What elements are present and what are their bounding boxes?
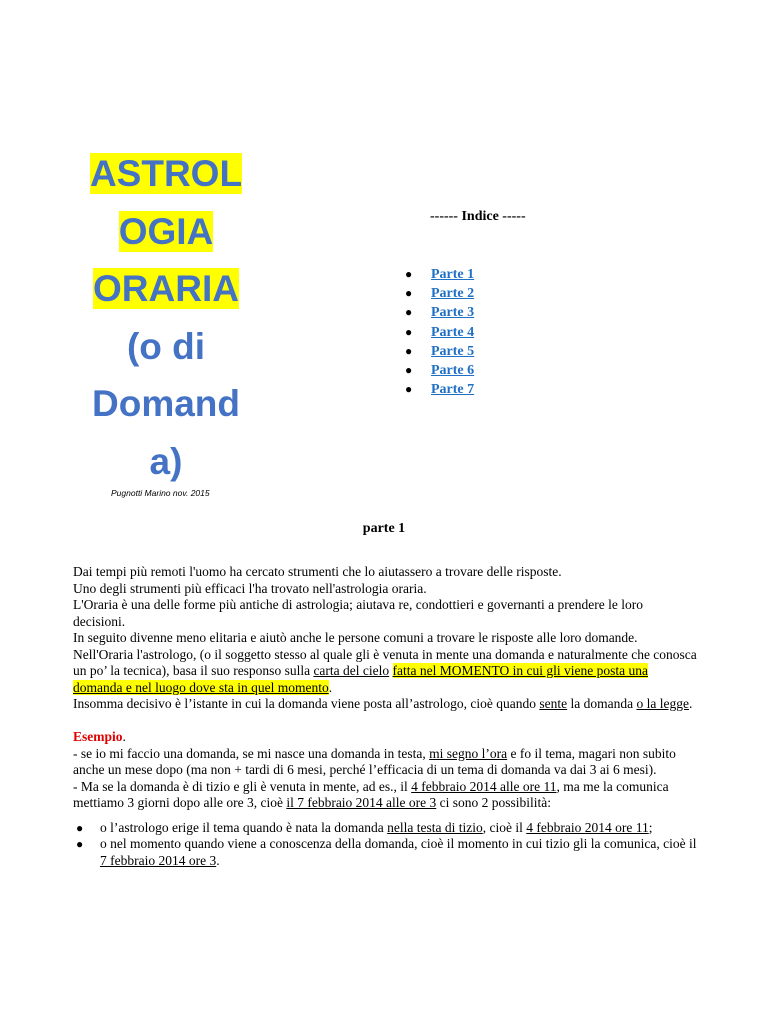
toc-link-parte-6[interactable]: Parte 6: [431, 362, 475, 378]
list-item: ● o l’astrologo erige il tema quando è nata la domanda nella testa di tizio, cioè il 4 febbraio 2014 ore 11;: [76, 819, 653, 835]
title-line: ASTROL: [89, 153, 243, 194]
bullet-list: [73, 820, 698, 870]
toc-link-parte-2[interactable]: Parte 2: [431, 286, 475, 302]
paragraph: - se io mi faccio una domanda, se mi nasce una domanda in testa, mi segno l’ora e fo il tema, magari non subito anche un mese dopo (ma non + tardi di 6 mesi, perché l’efficacia di un tema di domanda va dai 3 ai 6 mesi).: [73, 745, 676, 777]
toc-link-parte-3[interactable]: Parte 3: [431, 305, 475, 321]
underlined-text: mi segno l’ora: [429, 745, 508, 761]
underlined-text: 7 febbraio 2014 ore 3: [100, 852, 217, 868]
toc-link-parte-7[interactable]: Parte 7: [431, 382, 475, 398]
paragraph: In seguito divenne meno elitaria e aiutò anche le persone comuni a trovare le risposte alle loro domande.: [73, 630, 638, 645]
toc-item: [405, 342, 474, 361]
title-line: ORARIA: [93, 268, 239, 309]
underlined-text: il 7 febbraio 2014 alle ore 3: [286, 795, 437, 810]
bullet-dot-icon: ●: [76, 820, 84, 835]
title-line: (o di: [126, 325, 206, 367]
bullet-dot-icon: ●: [405, 305, 413, 320]
body-text: [73, 564, 698, 869]
section-title: parte 1: [362, 521, 406, 536]
toc-item: [405, 361, 474, 380]
title-line: Domand: [92, 383, 240, 424]
bullet-dot-icon: ●: [405, 324, 413, 339]
toc-link-parte-5[interactable]: Parte 5: [431, 343, 475, 359]
underlined-text: sente: [539, 696, 568, 711]
toc-item: [405, 303, 474, 322]
title-line: a): [149, 440, 183, 482]
underlined-text: 4 febbraio 2014 alle ore 11: [411, 778, 557, 794]
document-title: [78, 145, 254, 490]
table-of-contents: [405, 265, 474, 399]
toc-item: [405, 265, 474, 284]
bullet-dot-icon: ●: [405, 286, 413, 301]
bullet-dot-icon: ●: [405, 343, 413, 358]
bullet-dot-icon: ●: [405, 362, 413, 377]
title-line: OGIA: [118, 210, 214, 252]
underlined-text: carta del cielo: [313, 663, 390, 678]
toc-link-parte-4[interactable]: Parte 4: [431, 324, 475, 340]
toc-link-parte-1[interactable]: Parte 1: [431, 267, 475, 282]
underlined-text: 4 febbraio 2014 ore 11: [526, 819, 649, 835]
toc-item: [405, 323, 474, 342]
highlighted-text: fatta nel MOMENTO in cui gli viene posta una domanda e nel luogo dove sta in quel momento: [73, 663, 648, 695]
list-item: ● o nel momento quando viene a conoscenza della domanda, cioè il momento in cui tizio gli la comunica, cioè il 7 febbraio 2014 ore 3.: [76, 836, 697, 868]
spacer: [73, 713, 698, 730]
example-heading: Esempio.: [73, 729, 126, 744]
paragraph: Insomma decisivo è l’istante in cui la domanda viene posta all’astrologo, cioè quando sente la domanda o la legge.: [73, 696, 693, 711]
toc-item: [405, 380, 474, 399]
author-credit: Pugnotti Marino nov. 2015: [111, 488, 210, 498]
paragraph: Dai tempi più remoti l'uomo ha cercato strumenti che lo aiutassero a trovare delle risposte.: [73, 564, 562, 579]
toc-item: [405, 284, 474, 303]
bullet-dot-icon: ●: [405, 382, 413, 397]
bullet-dot-icon: ●: [76, 837, 84, 851]
index-heading: ------ Indice -----: [430, 209, 526, 224]
paragraph: - Ma se la domanda è di tizio e gli è venuta in mente, ad es., il 4 febbraio 2014 alle ore 11, ma me la comunica mettiamo 3 giorni dopo alle ore 3, cioè il 7 febbraio 2014 alle ore 3 ci sono 2 possibilità:: [73, 778, 669, 810]
paragraph: L'Oraria è una delle forme più antiche di astrologia; aiutava re, condottieri e governanti a prendere le loro decisioni.: [73, 597, 643, 629]
bullet-dot-icon: ●: [405, 267, 413, 281]
paragraph: Uno degli strumenti più efficaci l'ha trovato nell'astrologia oraria.: [73, 580, 427, 596]
paragraph: Nell'Oraria l'astrologo, (o il soggetto stesso al quale gli è venuta in mente una domanda e naturalmente che conosca un po’ la tecnica), basa il suo responso sulla carta del cielo fatta nel MOMENTO in cui gli viene posta una domanda e nel luogo dove sta in quel momento.: [73, 646, 697, 695]
underlined-text: o la legge: [636, 696, 689, 711]
underlined-text: nella testa di tizio: [387, 819, 483, 835]
